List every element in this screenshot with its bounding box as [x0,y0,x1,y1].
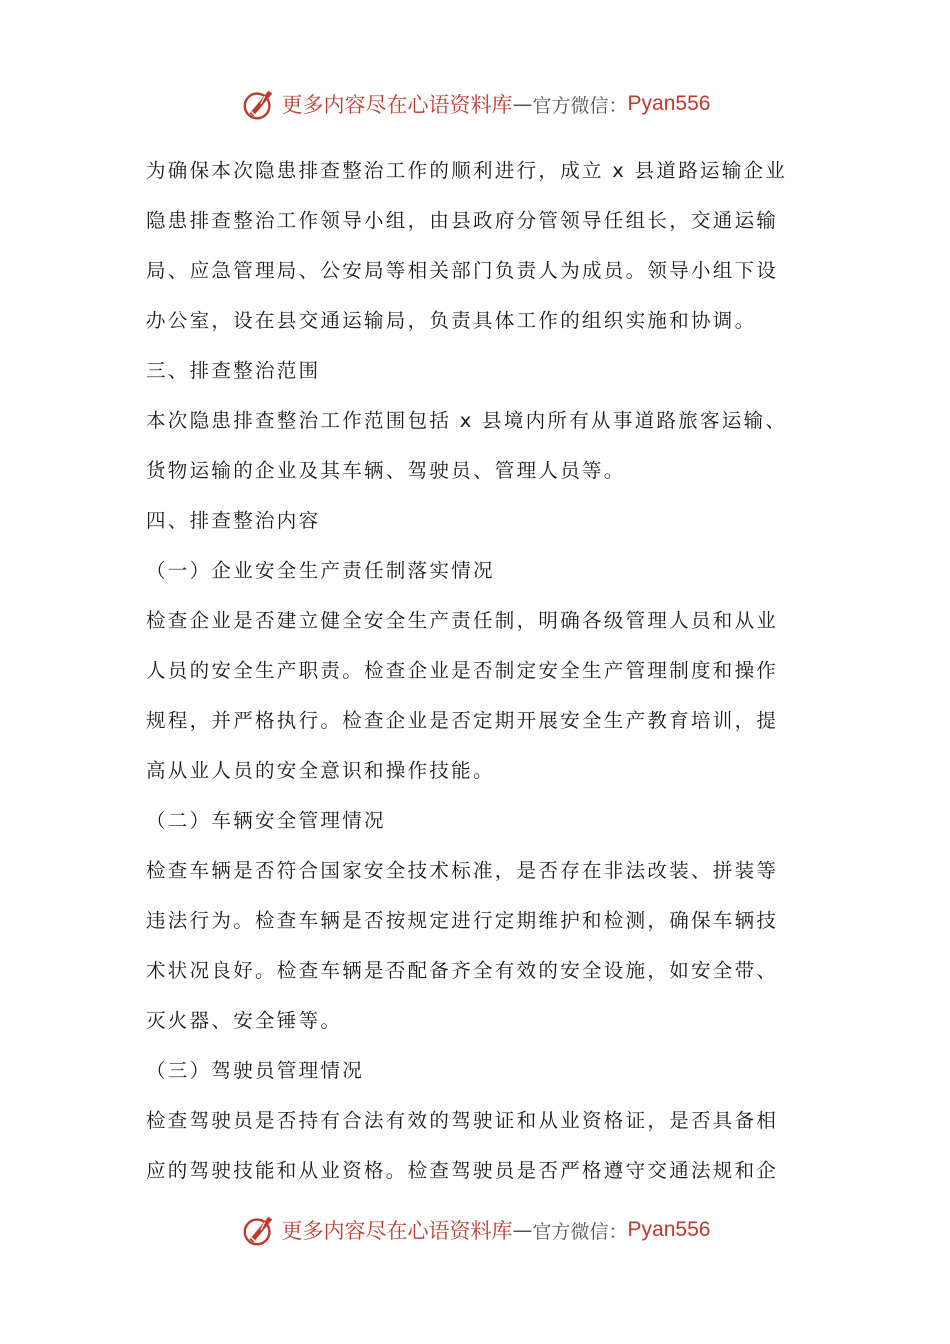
document-body [146,146,806,1196]
text-line: 局、应急管理局、公安局等相关部门负责人为成员。领导小组下设 [146,259,779,282]
text-line: 检查驾驶员是否持有合法有效的驾驶证和从业资格证，是否具备相 [146,1109,779,1132]
text-line: 隐患排查整治工作领导小组，由县政府分管领导任组长，交通运输 [146,209,779,232]
pen-logo-icon [240,85,278,123]
watermark-wechat-label: 官方微信： [532,1220,628,1243]
watermark-dash: — [512,1218,533,1242]
text-line: 高从业人员的安全意识和操作技能。 [146,759,495,782]
section-heading: 三、排查整治范围 [146,359,321,382]
text-line: 灭火器、安全锤等。 [146,1009,343,1032]
watermark-dash: — [512,92,533,116]
text-line: 规程，并严格执行。检查企业是否定期开展安全生产教育培训，提 [146,709,779,732]
text-line: 应的驾驶技能和从业资格。检查驾驶员是否严格遵守交通法规和企 [146,1159,779,1182]
text-line: 违法行为。检查车辆是否按规定进行定期维护和检测，确保车辆技 [146,909,779,932]
watermark-wechat-label: 官方微信： [532,94,628,117]
section-heading: 四、排查整治内容 [146,509,321,532]
watermark-site-text: 更多内容尽在心语资料库 [281,1219,513,1243]
footer-watermark [0,1208,950,1252]
text-line: 检查车辆是否符合国家安全技术标准，是否存在非法改装、拼装等 [146,859,779,882]
header-watermark [0,82,950,126]
text-line: 检查企业是否建立健全安全生产责任制，明确各级管理人员和从业 [146,609,779,632]
text-line: 术状况良好。检查车辆是否配备齐全有效的安全设施，如安全带、 [146,959,779,982]
subsection-heading: （一）企业安全生产责任制落实情况 [146,559,495,582]
text-line: 本次隐患排查整治工作范围包括 x 县境内所有从事道路旅客运输、 [146,409,788,432]
watermark-wechat-id: Pyan556 [627,1218,711,1241]
subsection-heading: （二）车辆安全管理情况 [146,809,386,832]
text-line: 货物运输的企业及其车辆、驾驶员、管理人员等。 [146,459,626,482]
text-line: 为确保本次隐患排查整治工作的顺利进行，成立 x 县道路运输企业 [146,159,788,182]
text-line: 人员的安全生产职责。检查企业是否制定安全生产管理制度和操作 [146,659,779,682]
pen-logo-icon [240,1211,278,1249]
subsection-heading: （三）驾驶员管理情况 [146,1059,365,1082]
watermark-site-text: 更多内容尽在心语资料库 [281,93,513,117]
watermark-wechat-id: Pyan556 [627,92,711,115]
text-line: 办公室，设在县交通运输局，负责具体工作的组织实施和协调。 [146,309,757,332]
